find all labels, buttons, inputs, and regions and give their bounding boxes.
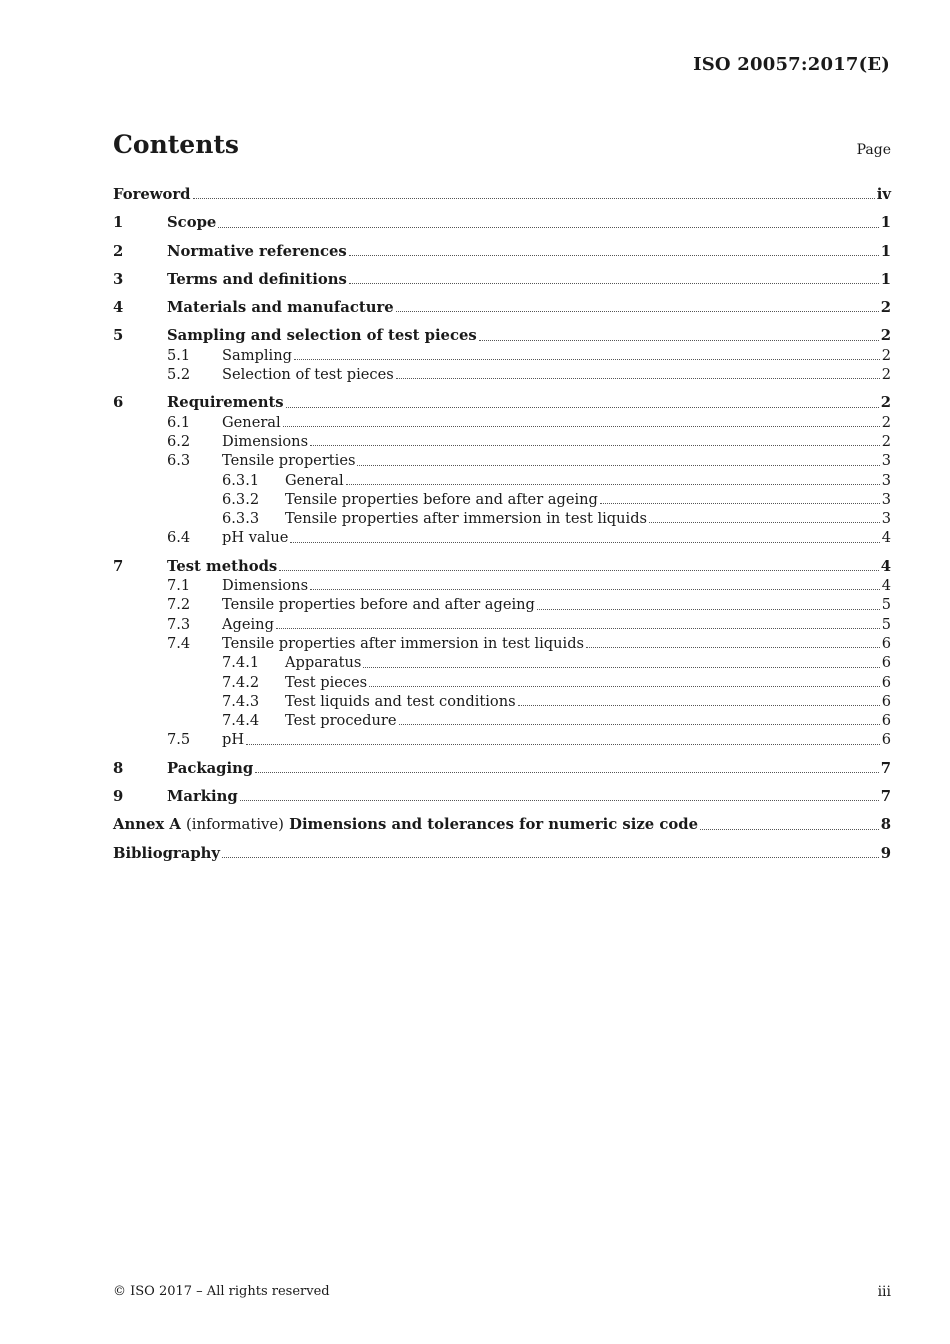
toc-entry-title: General xyxy=(222,413,281,431)
toc-entry[interactable] xyxy=(113,557,891,576)
toc-entry-page: 2 xyxy=(881,432,891,450)
toc-entry-number: 6.4 xyxy=(167,529,191,547)
dot-leader xyxy=(369,686,880,687)
toc-entry-title: Test pieces xyxy=(285,673,368,691)
toc-entry-page: 4 xyxy=(881,577,891,595)
toc-entry-page: 6 xyxy=(881,634,891,652)
toc-entry-page: 6 xyxy=(881,654,891,672)
toc-entry-number: 7.4.3 xyxy=(222,692,260,710)
toc-entry-title: General xyxy=(285,471,344,489)
toc-entry-title: Sampling xyxy=(222,346,292,364)
dot-leader xyxy=(479,340,879,341)
toc-entry-number: 7.4.1 xyxy=(222,654,260,672)
toc-entry-page: 6 xyxy=(881,712,891,730)
dot-leader xyxy=(649,522,880,523)
toc-entry-title: Marking xyxy=(167,788,238,806)
toc-entry-number: 7 xyxy=(113,557,124,575)
toc-entry-title: Tensile properties before and after ageing xyxy=(285,490,598,508)
toc-entry-number: 8 xyxy=(113,759,124,777)
dot-leader xyxy=(357,465,879,466)
toc-entry-number: 6.3.2 xyxy=(222,490,260,508)
toc-entry-title: Ageing xyxy=(222,615,274,633)
toc-entry[interactable] xyxy=(113,213,891,232)
dot-leader xyxy=(193,198,875,199)
toc-entry-page: 6 xyxy=(881,692,891,710)
toc-entry-page: 2 xyxy=(880,394,891,412)
page-footer xyxy=(113,1284,891,1302)
toc-entry-number: 6.2 xyxy=(167,432,191,450)
toc-entry-title: Dimensions xyxy=(222,577,309,595)
page-column-label: Page xyxy=(856,142,891,158)
annex-title: Dimensions and tolerances for numeric size code xyxy=(289,816,698,834)
toc-entry[interactable] xyxy=(113,815,891,834)
toc-entry-page: 7 xyxy=(880,759,891,777)
toc-entry-number: 7.2 xyxy=(167,596,191,614)
toc-entry-number: 5.2 xyxy=(167,366,191,384)
toc-entry-number: 3 xyxy=(113,270,124,288)
dot-leader xyxy=(276,628,880,629)
toc-entry-page: iv xyxy=(876,186,891,203)
toc-entry-page: 3 xyxy=(881,510,891,528)
toc-entry-title: Test liquids and test conditions xyxy=(285,692,516,710)
toc-entry[interactable] xyxy=(113,759,891,778)
toc-entry-title: Test procedure xyxy=(285,712,397,730)
dot-leader xyxy=(283,426,880,427)
copyright-notice: © ISO 2017 – All rights reserved xyxy=(113,1284,330,1299)
dot-leader xyxy=(586,647,880,648)
toc-entry-title: Apparatus xyxy=(285,654,362,672)
dot-leader xyxy=(399,724,880,725)
toc-entry-title: Materials and manufacture xyxy=(167,299,394,317)
toc-entry-page: 8 xyxy=(880,816,891,834)
toc-entry-title: Scope xyxy=(167,214,217,232)
toc-entry[interactable] xyxy=(113,576,891,595)
toc-entry-number: 5 xyxy=(113,327,124,345)
toc-entry-page: 3 xyxy=(881,471,891,489)
toc-entry-page: 2 xyxy=(881,366,891,384)
toc-entry[interactable] xyxy=(113,471,891,490)
dot-leader xyxy=(294,359,880,360)
toc-entry-number: 6.3 xyxy=(167,452,191,470)
toc-entry-number: 6.3.1 xyxy=(222,471,260,489)
toc-entry-title: pH xyxy=(222,731,245,749)
toc-entry-page: 2 xyxy=(881,346,891,364)
dot-leader xyxy=(222,857,879,858)
toc-entry-number: 6.3.3 xyxy=(222,510,260,528)
toc-entry-title: Packaging xyxy=(167,759,254,777)
toc-entry[interactable] xyxy=(113,242,891,261)
toc-entry[interactable] xyxy=(113,451,891,470)
toc-entry-page: 6 xyxy=(881,673,891,691)
toc-entry[interactable] xyxy=(113,711,891,730)
toc-entry[interactable] xyxy=(113,185,891,204)
toc-entry-page: 2 xyxy=(880,327,891,345)
toc-entry-page: 4 xyxy=(880,557,891,575)
toc-entry[interactable] xyxy=(113,509,891,528)
toc-entry-title: Foreword xyxy=(113,186,191,203)
toc-entry-number: 5.1 xyxy=(167,346,191,364)
toc-entry-title: pH value xyxy=(222,529,289,547)
toc-entry-number: 7.3 xyxy=(167,615,191,633)
dot-leader xyxy=(310,589,880,590)
toc-entry-page: 1 xyxy=(880,214,891,232)
dot-leader xyxy=(600,503,880,504)
toc-entry-page: 5 xyxy=(881,596,891,614)
dot-leader xyxy=(290,542,879,543)
toc-entry-title: Requirements xyxy=(167,394,284,412)
toc-entry-page: 7 xyxy=(880,788,891,806)
dot-leader xyxy=(310,445,880,446)
dot-leader xyxy=(363,667,879,668)
toc-entry-title: Selection of test pieces xyxy=(222,366,394,384)
toc-entry-title: Tensile properties after immersion in test liquids xyxy=(222,634,585,652)
toc-entry[interactable] xyxy=(113,692,891,711)
toc-entry-page: 2 xyxy=(881,413,891,431)
toc-entry-title: Tensile properties before and after ageing xyxy=(222,596,535,614)
toc-entry[interactable] xyxy=(113,844,891,863)
page-number: iii xyxy=(877,1284,891,1300)
toc-entry-number: 6.1 xyxy=(167,413,191,431)
toc-entry[interactable] xyxy=(113,393,891,412)
contents-header xyxy=(113,130,891,166)
toc-entry-page: 5 xyxy=(881,615,891,633)
table-of-contents xyxy=(113,185,891,863)
dot-leader xyxy=(518,705,880,706)
toc-entry-number: 4 xyxy=(113,299,124,317)
toc-entry-number: 7.1 xyxy=(167,577,191,595)
toc-entry-number: 9 xyxy=(113,788,124,806)
toc-entry-number: 1 xyxy=(113,214,124,232)
toc-entry[interactable] xyxy=(113,298,891,317)
toc-entry-number: 7.4 xyxy=(167,634,191,652)
toc-entry-page: 9 xyxy=(880,844,891,862)
toc-entry-title: Tensile properties after immersion in test liquids xyxy=(285,510,648,528)
dot-leader xyxy=(349,283,879,284)
toc-entry-page: 4 xyxy=(881,529,891,547)
dot-leader xyxy=(240,800,879,801)
document-id: ISO 20057:2017(E) xyxy=(693,54,890,75)
toc-entry[interactable] xyxy=(113,326,891,345)
toc-entry[interactable] xyxy=(113,653,891,672)
dot-leader xyxy=(346,484,880,485)
toc-entry[interactable] xyxy=(113,634,891,653)
dot-leader xyxy=(396,311,879,312)
dot-leader xyxy=(286,407,879,408)
dot-leader xyxy=(537,609,880,610)
toc-entry-page: 3 xyxy=(881,452,891,470)
dot-leader xyxy=(349,255,879,256)
toc-entry[interactable] xyxy=(113,615,891,634)
toc-entry-number: 2 xyxy=(113,242,124,260)
annex-label: Annex A xyxy=(113,816,181,834)
toc-entry[interactable] xyxy=(113,490,891,509)
toc-entry-title: Sampling and selection of test pieces xyxy=(167,327,477,345)
toc-entry-title xyxy=(113,815,698,834)
toc-entry-title: Test methods xyxy=(167,557,278,575)
toc-entry[interactable] xyxy=(113,413,891,432)
dot-leader xyxy=(246,744,880,745)
toc-entry[interactable] xyxy=(113,270,891,289)
toc-entry[interactable] xyxy=(113,432,891,451)
contents-title: Contents xyxy=(113,130,240,159)
toc-entry-page: 2 xyxy=(880,299,891,317)
toc-entry[interactable] xyxy=(113,673,891,692)
toc-entry-title: Tensile properties xyxy=(222,452,356,470)
toc-entry-page: 1 xyxy=(880,270,891,288)
toc-entry-page: 3 xyxy=(881,490,891,508)
toc-entry[interactable] xyxy=(113,595,891,614)
toc-entry[interactable] xyxy=(113,346,891,365)
toc-entry[interactable] xyxy=(113,787,891,806)
toc-entry-number: 7.4.4 xyxy=(222,712,260,730)
toc-entry-title: Bibliography xyxy=(113,844,221,862)
toc-entry-number: 7.5 xyxy=(167,731,191,749)
toc-entry-page: 6 xyxy=(881,731,891,749)
toc-entry-title: Dimensions xyxy=(222,432,309,450)
toc-entry[interactable] xyxy=(113,365,891,384)
dot-leader xyxy=(396,378,880,379)
dot-leader xyxy=(279,570,878,571)
toc-entry-title: Terms and definitions xyxy=(167,270,347,288)
annex-type: (informative) xyxy=(186,816,284,834)
toc-entry[interactable] xyxy=(113,730,891,749)
toc-entry-number: 7.4.2 xyxy=(222,673,260,691)
dot-leader xyxy=(700,829,879,830)
toc-entry-page: 1 xyxy=(880,242,891,260)
toc-entry[interactable] xyxy=(113,528,891,547)
toc-entry-number: 6 xyxy=(113,394,124,412)
dot-leader xyxy=(255,772,878,773)
toc-entry-title: Normative references xyxy=(167,242,347,260)
dot-leader xyxy=(218,227,878,228)
